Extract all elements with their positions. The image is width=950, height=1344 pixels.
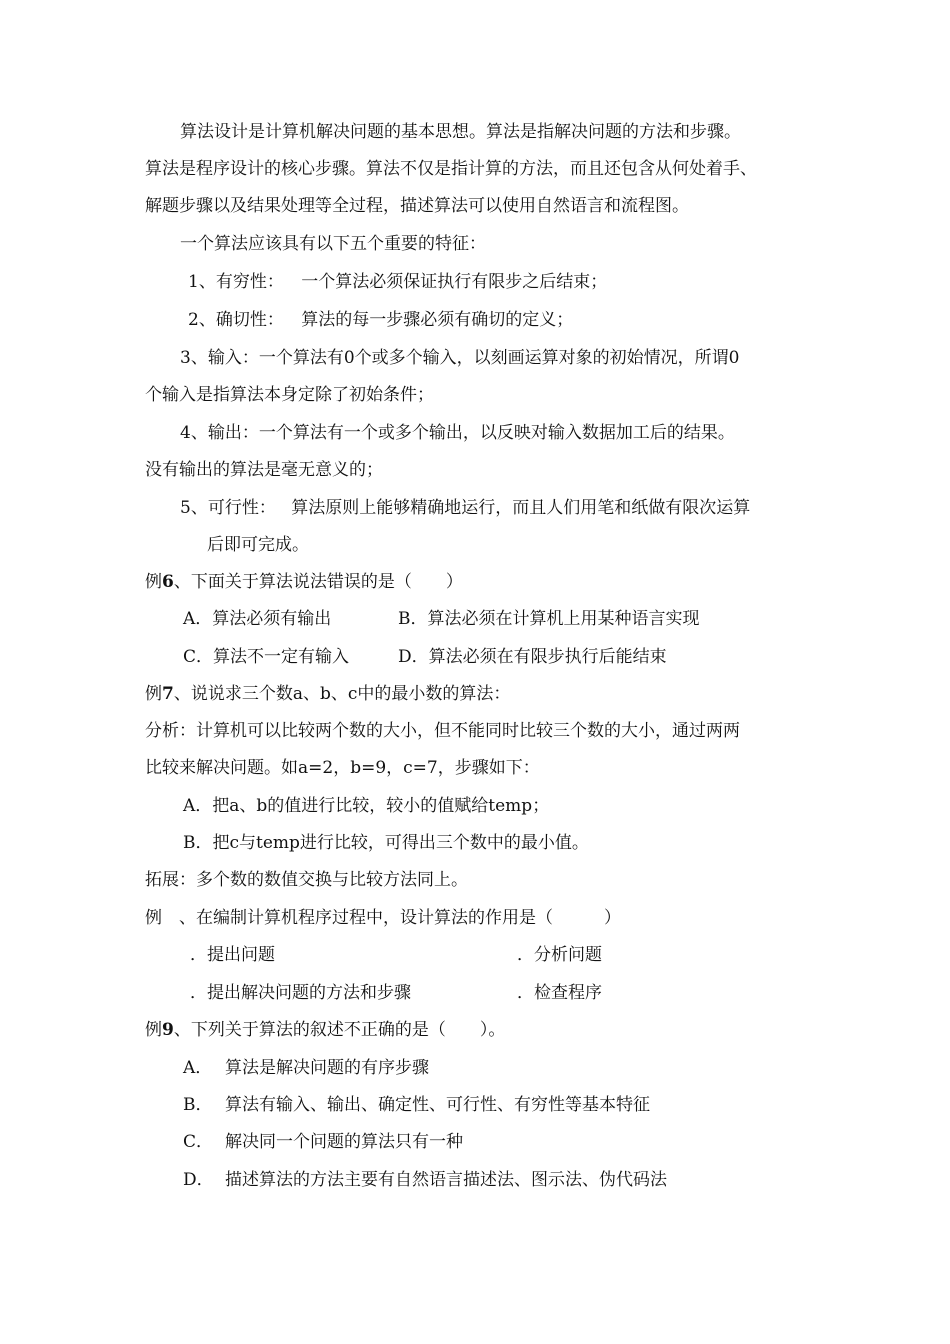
- example-number: 7: [162, 684, 174, 704]
- feature-item-4-line-2: 没有输出的算法是毫无意义的；: [145, 460, 383, 480]
- features-heading: 一个算法应该具有以下五个重要的特征：: [180, 234, 486, 254]
- feature-text: 一个算法必须保证执行有限步之后结束；: [301, 272, 608, 292]
- example-number: 9: [162, 1020, 174, 1040]
- feature-item-3-line-1: 3、输入：一个算法有0个或多个输入，以刻画运算对象的初始情况，所谓0: [180, 348, 740, 368]
- example-7-extension: 拓展：多个数的数值交换与比较方法同上。: [145, 870, 468, 890]
- example-6-question: [145, 570, 463, 594]
- intro-line-3: 解题步骤以及结果处理等全过程，描述算法可以使用自然语言和流程图。: [145, 196, 689, 216]
- example-6-option-c: C．算法不一定有输入: [183, 647, 350, 667]
- example-7-analysis-line-2: 比较来解决问题。如a=2，b=9，c=7，步骤如下：: [145, 758, 540, 778]
- example-6-option-a: A．算法必须有输出: [183, 609, 332, 629]
- example-question-text: 、说说求三个数a、b、c中的最小数的算法：: [173, 684, 511, 704]
- feature-item-5-line-2: 后即可完成。: [207, 535, 309, 555]
- feature-label: 5、可行性：: [180, 498, 276, 518]
- example-9-option-b: [183, 1093, 650, 1117]
- option-label: A．: [183, 1058, 213, 1078]
- example-9-option-d: [183, 1168, 667, 1192]
- example-8-option-d: ．检查程序: [517, 983, 602, 1003]
- example-9-option-c: [183, 1130, 463, 1154]
- feature-item-5-line-1: [180, 496, 750, 520]
- example-7-analysis-line-1: 分析：计算机可以比较两个数的大小，但不能同时比较三个数的大小，通过两两: [145, 721, 740, 741]
- option-text: 解决同一个问题的算法只有一种: [225, 1132, 463, 1152]
- example-8-option-a: ．提出问题: [190, 945, 275, 965]
- example-8-question: 例 、在编制计算机程序过程中，设计算法的作用是（ ）: [145, 908, 621, 928]
- intro-line-1: 算法设计是计算机解决问题的基本思想。算法是指解决问题的方法和步骤。: [180, 122, 741, 142]
- example-8-option-c: ．提出解决问题的方法和步骤: [190, 983, 411, 1003]
- feature-text: 算法的每一步骤必须有确切的定义；: [301, 310, 574, 330]
- example-number: 6: [162, 572, 174, 592]
- example-9-option-a: [183, 1056, 429, 1080]
- example-prefix: 例: [145, 684, 162, 704]
- example-6-option-b: B．算法必须在计算机上用某种语言实现: [398, 609, 700, 629]
- feature-label: 1、有穷性：: [188, 272, 284, 292]
- example-9-question: [145, 1018, 505, 1042]
- option-text: 算法有输入、输出、确定性、可行性、有穷性等基本特征: [225, 1095, 650, 1115]
- feature-text: 算法原则上能够精确地运行，而且人们用笔和纸做有限次运算: [291, 498, 751, 518]
- example-question-text: 、下面关于算法说法错误的是（ ）: [173, 572, 463, 592]
- option-text: 算法是解决问题的有序步骤: [225, 1058, 429, 1078]
- feature-label: 2、确切性：: [188, 310, 284, 330]
- option-label: C．: [183, 1132, 214, 1152]
- example-prefix: 例: [145, 1020, 162, 1040]
- feature-item-2: [188, 308, 573, 332]
- example-6-option-d: D．算法必须在有限步执行后能结束: [398, 647, 667, 667]
- example-8-option-b: ．分析问题: [517, 945, 602, 965]
- option-label: B．: [183, 1095, 213, 1115]
- feature-item-1: [188, 270, 607, 294]
- option-text: 描述算法的方法主要有自然语言描述法、图示法、伪代码法: [225, 1170, 667, 1190]
- example-question-text: 、下列关于算法的叙述不正确的是（ ）。: [173, 1020, 506, 1040]
- option-label: D．: [183, 1170, 214, 1190]
- example-7-question: [145, 682, 510, 706]
- example-prefix: 例: [145, 572, 162, 592]
- intro-line-2: 算法是程序设计的核心步骤。算法不仅是指计算的方法，而且还包含从何处着手、: [145, 159, 757, 179]
- feature-item-3-line-2: 个输入是指算法本身定除了初始条件；: [145, 385, 434, 405]
- example-7-step-a: A．把a、b的值进行比较，较小的值赋给temp；: [183, 796, 550, 816]
- example-7-step-b: B．把c与temp进行比较，可得出三个数中的最小值。: [183, 833, 589, 853]
- feature-item-4-line-1: 4、输出：一个算法有一个或多个输出，以反映对输入数据加工后的结果。: [180, 423, 735, 443]
